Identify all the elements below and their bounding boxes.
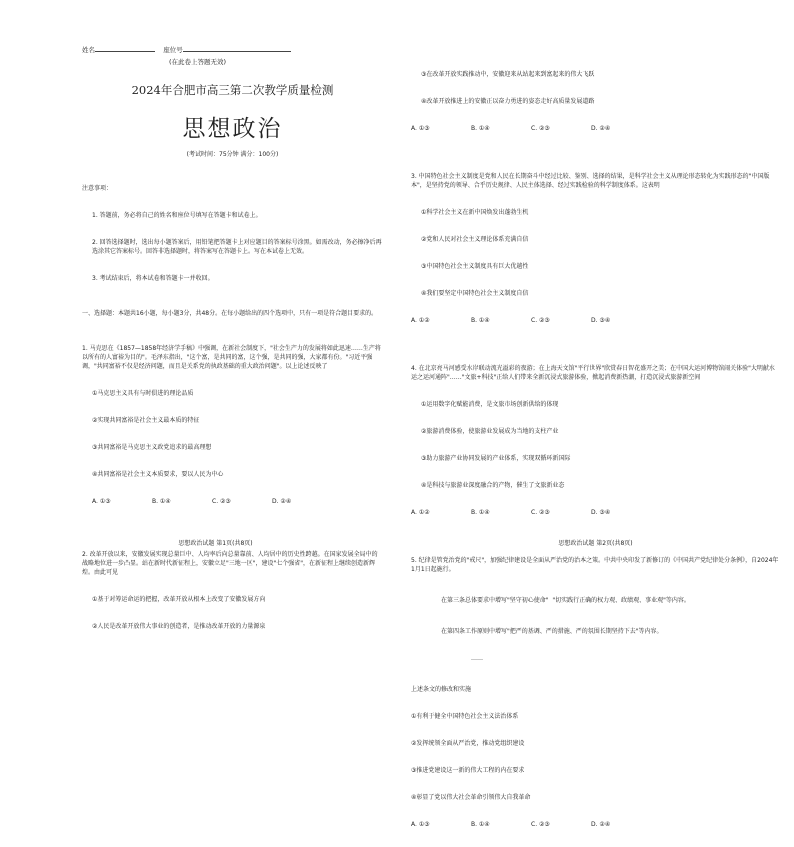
choice-a[interactable]: A. ①③: [411, 821, 430, 828]
question-1: [82, 326, 383, 524]
option: ③共同富裕是马克思主义政党追求的最高理想: [92, 444, 212, 451]
option: ④彰显了党以伟大社会革命引领伟大自我革命: [411, 794, 531, 801]
option: ④我们要坚定中国特色社会主义制度自信: [421, 290, 529, 297]
question-stem: 1. 马克思在《1857—1858年经济学手稿》中强调，在新社会制度下，"社会生产力的发展将如此迅速……生产将以所有的人富裕为目的"。毛泽东指出，"这个富，是共同的富，这个强，是共同的强，大家都有份。"习近平强调，"共同富裕不仅是经济问题，而且是关系党的执政基础的重大政治问题"。以上论述反映了: [82, 345, 381, 370]
choice-d[interactable]: D. ②④: [272, 498, 292, 505]
ellipsis: ……: [471, 655, 483, 662]
exam-title: 2024年合肥市高三第二次教学质量检测: [131, 83, 334, 97]
option: ④改革开放推进上的安徽正以奋力勇进的姿态走好高质量发展道路: [421, 98, 595, 105]
option: ②实现共同富裕是社会主义最本质的特征: [92, 417, 200, 424]
quote: 在第三条总体要求中增写"坚守初心使命" "切实践行正确的权力观、政绩观、事业观"等内容。: [441, 597, 690, 604]
option: ③在改革开放实践推动中，安徽迎来从站起来到富起来的伟大飞跃: [421, 71, 595, 78]
page-footer: 思想政治试题 第2页(共8页): [558, 540, 633, 547]
question-stem: 3. 中国特色社会主义制度是党和人民在长期奋斗中经过比较、鉴别、选择的结果，是科学社会主义从理论形态转化为实践形态的"中国版本"，是坚持党的领导、合乎历史规律、人民主体选择、经过实践检验的科学制度体系。这表明: [411, 173, 770, 189]
notice-heading: 注意事项：: [82, 185, 113, 192]
option: ①科学社会主义在新中国焕发出蓬勃生机: [421, 209, 529, 216]
choice-a[interactable]: A. ①③: [92, 498, 111, 505]
question-stem: 5. 纪律是管党治党的"戒尺"，加强纪律建设是全面从严治党的治本之策。中共中央印发了新修订的《中国共产党纪律处分条例》，自2024年1月1日起施行。: [411, 557, 779, 573]
name-label: 姓名: [82, 46, 95, 54]
quote: 在第四条工作原则中增写"把严的基调、严的措施、严的氛围长期坚持下去"等内容。: [441, 628, 663, 635]
question-stem: 4. 在北京亮马河感受水岸联动流光溢彩的夜游；在上海天文馆"平行世界"欣赏春日智花盛开之美；在中国大运河博物馆闹关体验"大明献水运之运河通阵"……"文旅+科技"正给人们带来全新沉浸式旅游体验，掀起消费新热潮，打造沉浸式旅游新空间: [411, 365, 775, 381]
seat-label: 座位号: [163, 46, 183, 54]
answer-note: (在此卷上答题无效): [168, 58, 227, 66]
choices: [411, 508, 780, 517]
choice-d[interactable]: D. ③④: [591, 509, 611, 516]
option: ②人民是改革开放伟大事业的创造者，是推动改革开放的力量源泉: [92, 623, 266, 630]
choice-d[interactable]: D. ②④: [591, 821, 611, 828]
option: ③助力旅游产业协同发展的产业体系，实现双循环新国际: [421, 455, 571, 462]
choice-c[interactable]: C. ②③: [531, 317, 550, 324]
exam-header: [82, 44, 383, 55]
name-field[interactable]: [95, 44, 155, 52]
choice-c[interactable]: C. ②③: [531, 125, 550, 132]
left-page: [0, 0, 397, 630]
option: ④共同富裕是社会主义本质要求，要以人民为中心: [92, 471, 224, 478]
choice-b[interactable]: B. ①④: [152, 498, 171, 505]
subject-title: 思想政治: [182, 116, 283, 142]
option: ④是科技与旅游业深度融合的产物，催生了文旅新业态: [421, 482, 565, 489]
choices: [82, 497, 383, 506]
seat-field[interactable]: [183, 44, 291, 52]
choice-b[interactable]: B. ①④: [471, 317, 490, 324]
option: ③推进党建设这一新的伟大工程的内在要求: [411, 767, 525, 774]
question-5: [411, 538, 780, 847]
choice-c[interactable]: C. ②③: [531, 509, 550, 516]
choice-b[interactable]: B. ①④: [471, 125, 490, 132]
question-4: [411, 346, 780, 535]
option: ②发挥统领全面从严治党，推动党组织建设: [411, 740, 525, 747]
section-heading: 一、选择题：本题共16小题，每小题3分，共48分。在每小题给出的四个选项中，只有一项是符合题目要求的。: [82, 310, 378, 317]
choices: [411, 820, 780, 829]
question-2-cont: [411, 52, 780, 151]
choice-d[interactable]: D. ②④: [591, 125, 611, 132]
choices: [411, 124, 780, 133]
option: ①基于对筹运命运的把握，改革开放从根本上改变了安徽发展方向: [92, 596, 266, 603]
choice-a[interactable]: A. ①②: [411, 317, 430, 324]
option: ③中国特色社会主义制度具有巨大优越性: [421, 263, 529, 270]
question-lead: 上述条文的修改和实施: [411, 686, 472, 693]
choice-a[interactable]: A. ①②: [411, 509, 430, 516]
choice-b[interactable]: B. ①④: [471, 509, 490, 516]
option: ①马克思主义具有与时俱进的理论品质: [92, 390, 194, 397]
notice-item: 2. 回答选择题时，选出每小题答案后，用铅笔把答题卡上对应题目的答案标号涂黑。如需改动，务必擦净后再选涂其它答案标号。回答非选择题时，将答案写在答题卡上。写在本试卷上无效。: [92, 239, 382, 255]
choice-b[interactable]: B. ①④: [471, 821, 490, 828]
question-3: [411, 154, 780, 343]
choice-a[interactable]: A. ①③: [411, 125, 430, 132]
option: ②党和人民对社会主义理论体系充满自信: [421, 236, 529, 243]
exam-meta: (考试时间：75分钟 满分：100分): [186, 151, 279, 158]
notice-item: 1. 答题前，务必将自己的姓名和座位号填写在答题卡和试卷上。: [92, 212, 262, 219]
question-stem: 2. 改革开放以来，安徽发展实现总量巨中、人均率后向总量靠前、人均居中的历史性跨越。在国家发展全局中的战略地位进一步凸显。站在新时代新征程上，安徽立足"三地一区"，建设"七个强省"，在新征程上继续创造新辉煌。由此可见: [82, 551, 378, 576]
notice-item: 3. 考试结束后，将本试卷和答题卡一并收回。: [92, 275, 214, 282]
page-footer: 思想政治试题 第1页(共8页): [178, 540, 253, 547]
choice-c[interactable]: C. ②③: [212, 498, 231, 505]
choices: [411, 316, 780, 325]
choice-c[interactable]: C. ②③: [531, 821, 550, 828]
notice: [82, 166, 383, 301]
choice-d[interactable]: D. ③④: [591, 317, 611, 324]
option: ②旅游消费体验，使旅游业发展成为当地的支柱产业: [421, 428, 559, 435]
option: ①运用数字化赋能消费，是文旅市场创新供给的体现: [421, 401, 559, 408]
right-page: [397, 0, 794, 828]
option: ①有利于健全中国特色社会主义法治体系: [411, 713, 519, 720]
question-2: [82, 532, 383, 649]
